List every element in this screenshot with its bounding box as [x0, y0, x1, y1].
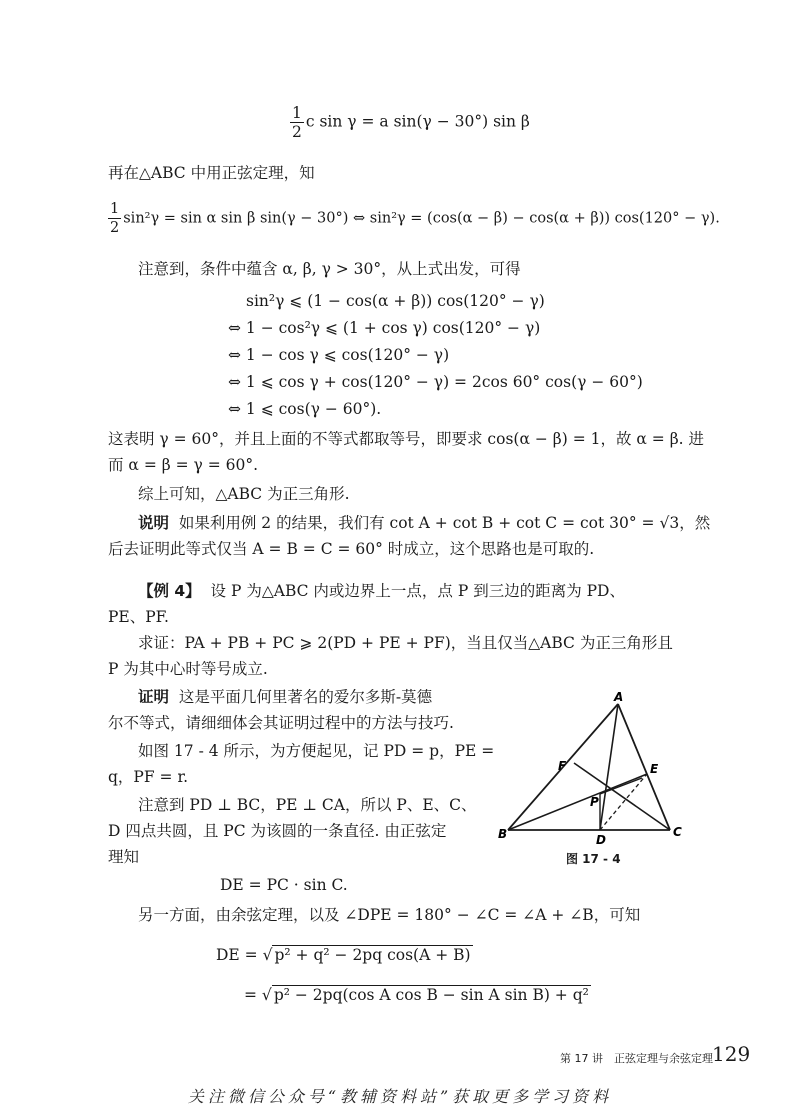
sqrt-sign: √ — [261, 986, 272, 1004]
label-e: E — [650, 762, 659, 776]
formula-2-text: sin²γ = sin α sin β sin(γ − 30°) ⇔ sin²γ = (cos(α − β) − cos(α + β)) cos(120° − γ). — [123, 210, 720, 227]
sqrt-sign: √ — [262, 946, 273, 964]
inequality-line-5: ⇔ 1 ⩽ cos(γ − 60°). — [228, 400, 382, 418]
formula-1-text: c sin γ = a sin(γ − 30°) sin β — [305, 112, 530, 131]
cyclic-line-2: D 四点共圆，且 PC 为该圆的一条直径. 由正弦定 — [108, 822, 447, 840]
fraction-denominator: 2 — [292, 123, 302, 141]
example-label: 【例 4】 — [138, 582, 201, 600]
paragraph-5: 另一方面，由余弦定理，以及 ∠DPE = 180° − ∠C = ∠A + ∠B，可知 — [138, 906, 641, 924]
fraction — [290, 104, 304, 141]
cyclic-line-3: 理知 — [108, 848, 140, 866]
inequality-line-4: ⇔ 1 ⩽ cos γ + cos(120° − γ) = 2cos 60° cos(γ − 60°) — [228, 373, 643, 391]
de-sqrt-left: = — [244, 986, 262, 1004]
formula-1 — [290, 104, 530, 141]
chapter-title: 第 17 讲 正弦定理与余弦定理 — [560, 1052, 713, 1065]
de-sqrt-left: DE = — [216, 946, 263, 964]
de-sqrt-line-1 — [216, 944, 473, 966]
proof-line-1 — [138, 686, 432, 708]
note-text: 如果利用例 2 的结果，我们有 cot A + cot B + cot C = cot 30° = √3，然 — [178, 514, 711, 532]
sqrt-radicand: p² + q² − 2pq cos(A + B) — [274, 946, 471, 964]
page-number: 129 — [712, 1042, 751, 1066]
formula-2 — [108, 200, 720, 237]
label-d: D — [596, 833, 606, 847]
proof-line-2: 尔不等式，请细细体会其证明过程中的方法与技巧. — [108, 714, 454, 732]
de-formula: DE = PC · sin C. — [220, 876, 348, 894]
figure-17-4 — [496, 690, 696, 850]
label-p: P — [590, 795, 599, 809]
example-text: 设 P 为△ABC 内或边界上一点，点 P 到三边的距离为 PD、 — [210, 582, 625, 600]
de-sqrt-line-2 — [244, 984, 591, 1006]
example-line-2: PE、PF. — [108, 608, 169, 626]
proof-text: 这是平面几何里著名的爱尔多斯-莫德 — [178, 688, 433, 706]
figure-ref-line-1: 如图 17 - 4 所示，为方便起见，记 PD = p，PE = — [138, 742, 495, 760]
paragraph-3b: 而 α = β = γ = 60°. — [108, 456, 259, 474]
sqrt-radicand: p² − 2pq(cos A cos B − sin A sin B) + q² — [273, 986, 589, 1004]
proof-label: 证明 — [138, 688, 170, 706]
inequality-line-2: ⇔ 1 − cos²γ ⩽ (1 + cos γ) cos(120° − γ) — [228, 319, 541, 337]
paragraph-4: 综上可知，△ABC 为正三角形. — [138, 485, 350, 503]
note-line-1 — [138, 512, 710, 534]
paragraph-1: 再在△ABC 中用正弦定理，知 — [108, 164, 315, 182]
fraction — [108, 200, 121, 237]
inequality-line-3: ⇔ 1 − cos γ ⩽ cos(120° − γ) — [228, 346, 450, 364]
label-a: A — [614, 690, 624, 704]
example-line-1 — [138, 580, 625, 602]
watermark: 关注微信公众号“教辅资料站”获取更多学习资料 — [187, 1087, 613, 1106]
prove-line-2: P 为其中心时等号成立. — [108, 660, 268, 678]
note-label: 说明 — [138, 514, 170, 532]
fraction-numerator: 1 — [110, 201, 120, 217]
figure-ref-line-2: q，PF = r. — [108, 768, 189, 786]
segment-be — [508, 774, 647, 830]
prove-line-1: 求证：PA + PB + PC ⩾ 2(PD + PE + PF)，当且仅当△ABC 为正三角形且 — [138, 634, 673, 652]
inequality-line-1: sin²γ ⩽ (1 − cos(α + β)) cos(120° − γ) — [246, 292, 545, 310]
note-line-2: 后去证明此等式仅当 A = B = C = 60° 时成立，这个思路也是可取的. — [108, 540, 595, 558]
label-f: F — [558, 759, 567, 773]
paragraph-2: 注意到，条件中蕴含 α, β, γ > 30°，从上式出发，可得 — [138, 260, 521, 278]
fraction-numerator: 1 — [292, 104, 302, 122]
label-c: C — [673, 825, 682, 839]
label-b: B — [498, 827, 508, 841]
fraction-denominator: 2 — [110, 220, 120, 236]
cyclic-line-1: 注意到 PD ⊥ BC，PE ⊥ CA，所以 P、E、C、 — [138, 796, 477, 814]
paragraph-3a: 这表明 γ = 60°，并且上面的不等式都取等号，即要求 cos(α − β) = 1，故 α = β. 进 — [108, 430, 705, 448]
figure-caption: 图 17 - 4 — [566, 852, 621, 866]
